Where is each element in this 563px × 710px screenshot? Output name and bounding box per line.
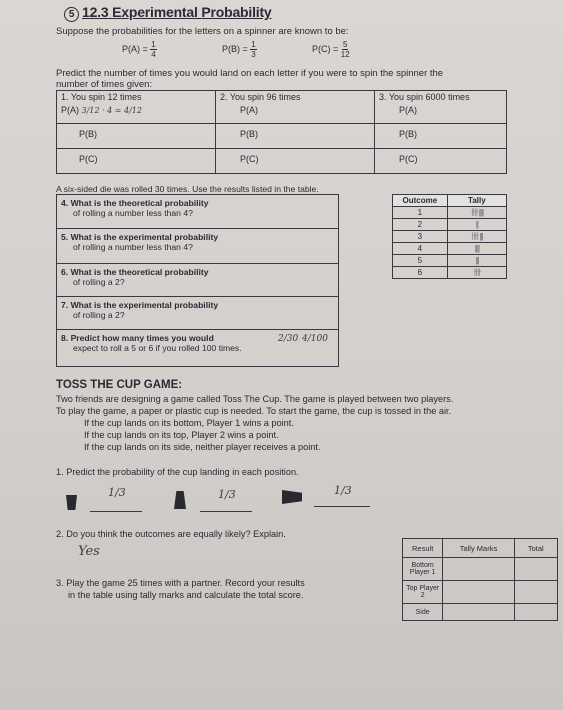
question-2-answer: Yes — [78, 544, 100, 559]
toss-paragraph-1: Two friends are designing a game called Toss The Cup. The game is played between two players. — [56, 394, 454, 404]
die-intro: A six-sided die was rolled 30 times. Use the results listed in the table. — [56, 184, 319, 194]
table-row — [403, 581, 558, 604]
tally-cell-bottom[interactable] — [443, 558, 514, 581]
q3-pc-label: P(C) — [399, 154, 418, 164]
tally-cell-side[interactable] — [443, 604, 514, 621]
table-row: 2 || — [393, 219, 507, 231]
toss-heading: TOSS THE CUP GAME: — [56, 379, 183, 391]
answer-line-top — [200, 511, 252, 512]
toss-rule-3: If the cup lands on its side, neither player receives a point. — [84, 442, 321, 452]
q8-handwritten-work-a: 2/30 — [278, 334, 299, 344]
prob-b: P(B) = $\frac{1}{3}$ — [222, 40, 256, 59]
q1-handwritten-work: 3/12 · 4 = 4/12 — [81, 106, 142, 115]
question-6: 6. What is the theoretical probability of rolling a 2? — [56, 264, 339, 297]
question-4: 4. What is the theoretical probability of rolling a number less than 4? — [56, 194, 339, 229]
table-row: 6 卌 — [393, 267, 507, 279]
total-header: Total — [514, 539, 557, 558]
prob-a-fraction: $\frac{1}{4}$ — [151, 40, 156, 59]
total-cell-top[interactable] — [514, 581, 557, 604]
toss-rule-2: If the cup lands on its top, Player 2 wins a point. — [84, 430, 279, 440]
q3-pb-label: P(B) — [399, 129, 417, 139]
title-text: 12.3 Experimental Probability — [82, 4, 272, 20]
table-row: 4 |||| — [393, 243, 507, 255]
question-7: 7. What is the experimental probability of rolling a 2? — [56, 297, 339, 330]
cup-results-table — [402, 538, 558, 621]
toss-question-2: 2. Do you think the outcomes are equally likely? Explain. — [56, 529, 286, 539]
q1-pa-label: P(A) — [61, 105, 79, 115]
answer-side: 1/3 — [334, 484, 352, 497]
q3-pa-label: P(A) — [399, 105, 417, 115]
toss-paragraph-2: To play the game, a paper or plastic cup is needed. To start the game, the cup is tossed in the air. — [56, 406, 452, 416]
toss-question-3-line-1: 3. Play the game 25 times with a partner. Record your results — [56, 578, 305, 588]
answer-top: 1/3 — [218, 488, 236, 501]
toss-question-1: 1. Predict the probability of the cup landing in each position. — [56, 467, 299, 477]
q1-pc-label: P(C) — [79, 154, 98, 164]
spinner-prediction-table — [56, 90, 507, 174]
q2-pa-label: P(A) — [240, 105, 258, 115]
answer-line-side — [314, 506, 370, 507]
result-header: Result — [403, 539, 443, 558]
cup-top-icon — [174, 491, 186, 509]
question-1-header: 1. You spin 12 times — [61, 92, 142, 102]
predict-line-2: number of times given: — [56, 79, 153, 90]
table-row: 1 卌 |||| — [393, 207, 507, 219]
answer-bottom: 1/3 — [108, 486, 126, 499]
predict-line-1: Predict the number of times you would land on each letter if you were to spin the spinner the — [56, 68, 444, 79]
q8-handwritten-work-b: 4/100 — [302, 334, 328, 344]
toss-rule-1: If the cup lands on its bottom, Player 1 wins a point. — [84, 418, 294, 428]
question-2-header: 2. You spin 96 times — [220, 92, 301, 102]
table-row — [403, 604, 558, 621]
cup-bottom-icon — [66, 495, 77, 510]
q2-pc-label: P(C) — [240, 154, 259, 164]
q2-pb-label: P(B) — [240, 129, 258, 139]
question-8: 8. Predict how many times you would expect to roll a 5 or 6 if you rolled 100 times. — [56, 330, 339, 367]
total-cell-bottom[interactable] — [514, 558, 557, 581]
question-3-header: 3. You spin 6000 times — [379, 92, 470, 102]
section-number-badge: 5 — [64, 7, 79, 22]
die-outcome-table — [392, 194, 507, 279]
outcome-header: Outcome — [393, 195, 448, 207]
table-row: 3 卌 ||| — [393, 231, 507, 243]
prob-c-fraction: $\frac{5}{12}$ — [340, 40, 350, 59]
prob-b-fraction: $\frac{1}{3}$ — [251, 40, 256, 59]
intro-sentence: Suppose the probabilities for the letters on a spinner are known to be: — [56, 26, 349, 37]
page-title — [64, 4, 272, 22]
prob-c: P(C) = $\frac{5}{12}$ — [312, 40, 350, 59]
table-row: 5 ||| — [393, 255, 507, 267]
total-cell-side[interactable] — [514, 604, 557, 621]
tally-header: Tally — [447, 195, 506, 207]
table-row — [403, 558, 558, 581]
answer-line-bottom — [90, 511, 142, 512]
question-5: 5. What is the experimental probability of rolling a number less than 4? — [56, 229, 339, 264]
cup-side-icon — [282, 490, 302, 504]
toss-question-3-line-2: in the table using tally marks and calculate the total score. — [68, 590, 304, 600]
tally-marks-header: Tally Marks — [443, 539, 514, 558]
tally-cell-top[interactable] — [443, 581, 514, 604]
result-top-label: Top Player 2 — [403, 581, 443, 604]
q1-pb-label: P(B) — [79, 129, 97, 139]
result-bottom-label: Bottom Player 1 — [403, 558, 443, 581]
prob-a: P(A) = $\frac{1}{4}$ — [122, 40, 156, 59]
result-side-label: Side — [403, 604, 443, 621]
